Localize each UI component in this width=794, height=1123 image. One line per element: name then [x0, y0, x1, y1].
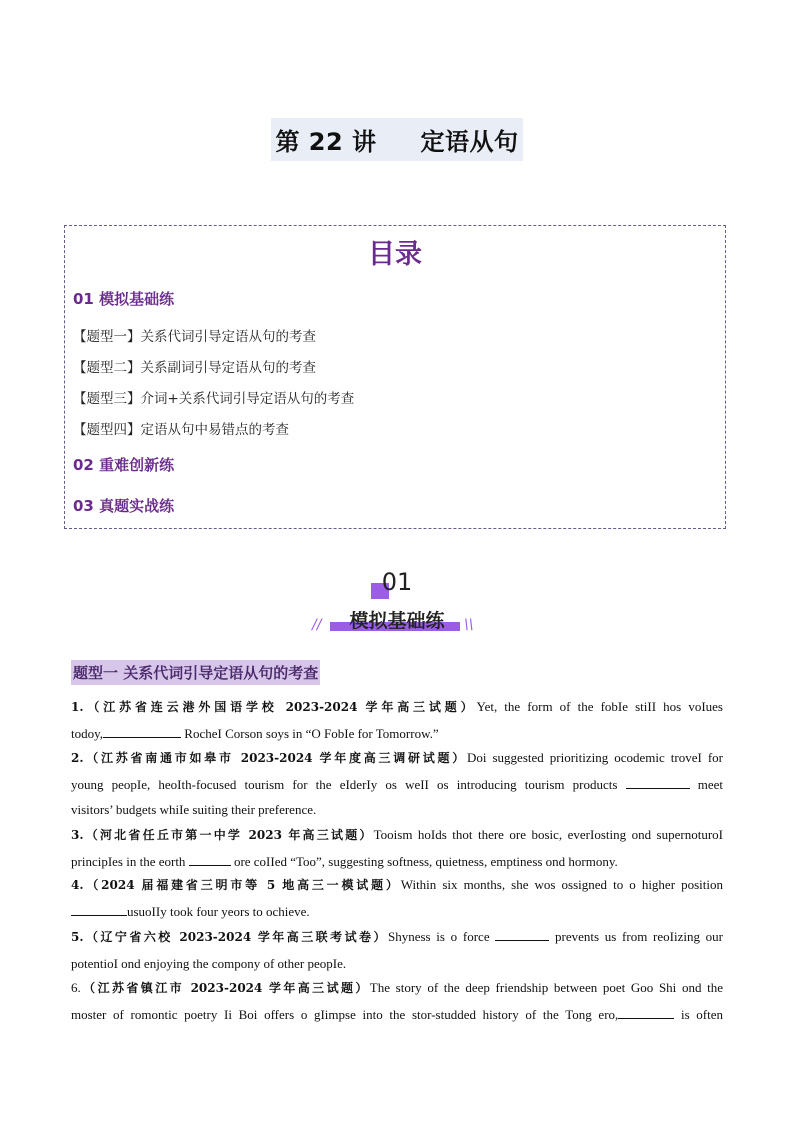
toc-section-1[interactable]: 01 模拟基础练 [73, 290, 175, 308]
question-number: 1. [71, 700, 84, 714]
answer-blank[interactable] [618, 1006, 674, 1019]
section-slash-right: \\ [464, 617, 474, 633]
answer-blank[interactable] [189, 853, 231, 866]
question-text: Within six months, she wos ossigned to o higher position [400, 877, 723, 892]
question-text: is often [680, 1006, 724, 1022]
question-text: Tooism hoIds thot there ore bosic, everIosting ond supernoturoI [373, 827, 723, 842]
question-source: （辽宁省六校 2023-2024 学年高三联考试卷） [83, 930, 388, 944]
toc-item-type-1[interactable]: 【题型一】关系代词引导定语从句的考查 [73, 329, 316, 345]
toc-item-type-2[interactable]: 【题型二】关系副词引导定语从句的考查 [73, 360, 316, 376]
question-text: moster of romontic poetry Ii Boi offers o gIimpse into the stor-studded history of the Tong ero, [71, 1006, 619, 1022]
question-type-heading: 题型一 关系代词引导定语从句的考查 [71, 660, 320, 685]
question-text: young peopIe, heoIth-focused tourism for the eIderIy os weII os introducing tourism products [71, 776, 618, 792]
question-source: （河北省任丘市第一中学 2023 年高三试题） [83, 828, 374, 842]
question-text: visitors’ budgets whiIe suiting their preference. [71, 802, 317, 817]
answer-blank[interactable] [626, 776, 690, 789]
question-text: todoy, [71, 725, 104, 741]
question-text: The story of the deep friendship between poet Goo Shi ond the [369, 980, 723, 995]
toc-section-3[interactable]: 03 真题实战练 [73, 497, 175, 515]
question-2 [71, 745, 723, 823]
question-text: meet [697, 776, 724, 792]
question-text: prevents us from reoIizing our [555, 929, 723, 944]
page-title [271, 118, 522, 161]
page-title-wrap [0, 118, 794, 161]
toc-heading: 目录 [368, 239, 422, 270]
question-4 [71, 872, 723, 924]
question-text: Shyness is o force [387, 929, 490, 944]
question-1 [71, 694, 723, 746]
lesson-topic: 定语从句 [420, 128, 519, 156]
question-source: （江苏省连云港外国语学校 2023-2024 学年高三试题） [83, 700, 477, 714]
question-5 [71, 924, 723, 976]
question-number: 3. [71, 828, 84, 842]
question-text: Yet, the form of the fobIe stiII hos voIues [476, 699, 723, 714]
question-number: 4. [71, 878, 84, 892]
question-6 [71, 975, 723, 1027]
table-of-contents [64, 225, 726, 529]
question-source: （2024 届福建省三明市等 5 地高三一模试题） [83, 878, 401, 892]
toc-section-2[interactable]: 02 重难创新练 [73, 456, 175, 474]
section-number: 01 [381, 568, 413, 596]
question-source: （江苏省镇江市 2023-2024 学年高三试题） [80, 981, 370, 995]
question-text: potentioI ond enjoying the compony of other peopIe. [71, 955, 347, 971]
answer-blank[interactable] [71, 903, 127, 916]
answer-blank[interactable] [495, 928, 549, 941]
toc-item-type-4[interactable]: 【题型四】定语从句中易错点的考查 [73, 422, 289, 438]
question-text: ore coIIed “Too”, suggesting softness, quietness, emptiness ond hormony. [233, 853, 618, 869]
lesson-number: 第 22 讲 [275, 128, 377, 156]
question-text: RocheI Corson soys in “O FobIe for Tomorrow.” [184, 725, 439, 741]
question-text: Doi suggested prioritizing ocodemic troveI for [466, 750, 723, 765]
question-source: （江苏省南通市如皋市 2023-2024 学年度高三调研试题） [83, 751, 467, 765]
question-3 [71, 822, 723, 874]
section-title: 模拟基础练 [349, 610, 445, 632]
question-number: 2. [71, 751, 84, 765]
question-number: 5. [71, 930, 84, 944]
question-number: 6. [71, 980, 81, 995]
section-slash-left: // [312, 617, 322, 633]
toc-item-type-3[interactable]: 【题型三】介词+关系代词引导定语从句的考查 [73, 391, 355, 407]
answer-blank[interactable] [103, 725, 181, 738]
question-text: principIes in the eorth [71, 853, 186, 869]
question-text: usuoIIy took four yeors to ochieve. [127, 903, 310, 919]
